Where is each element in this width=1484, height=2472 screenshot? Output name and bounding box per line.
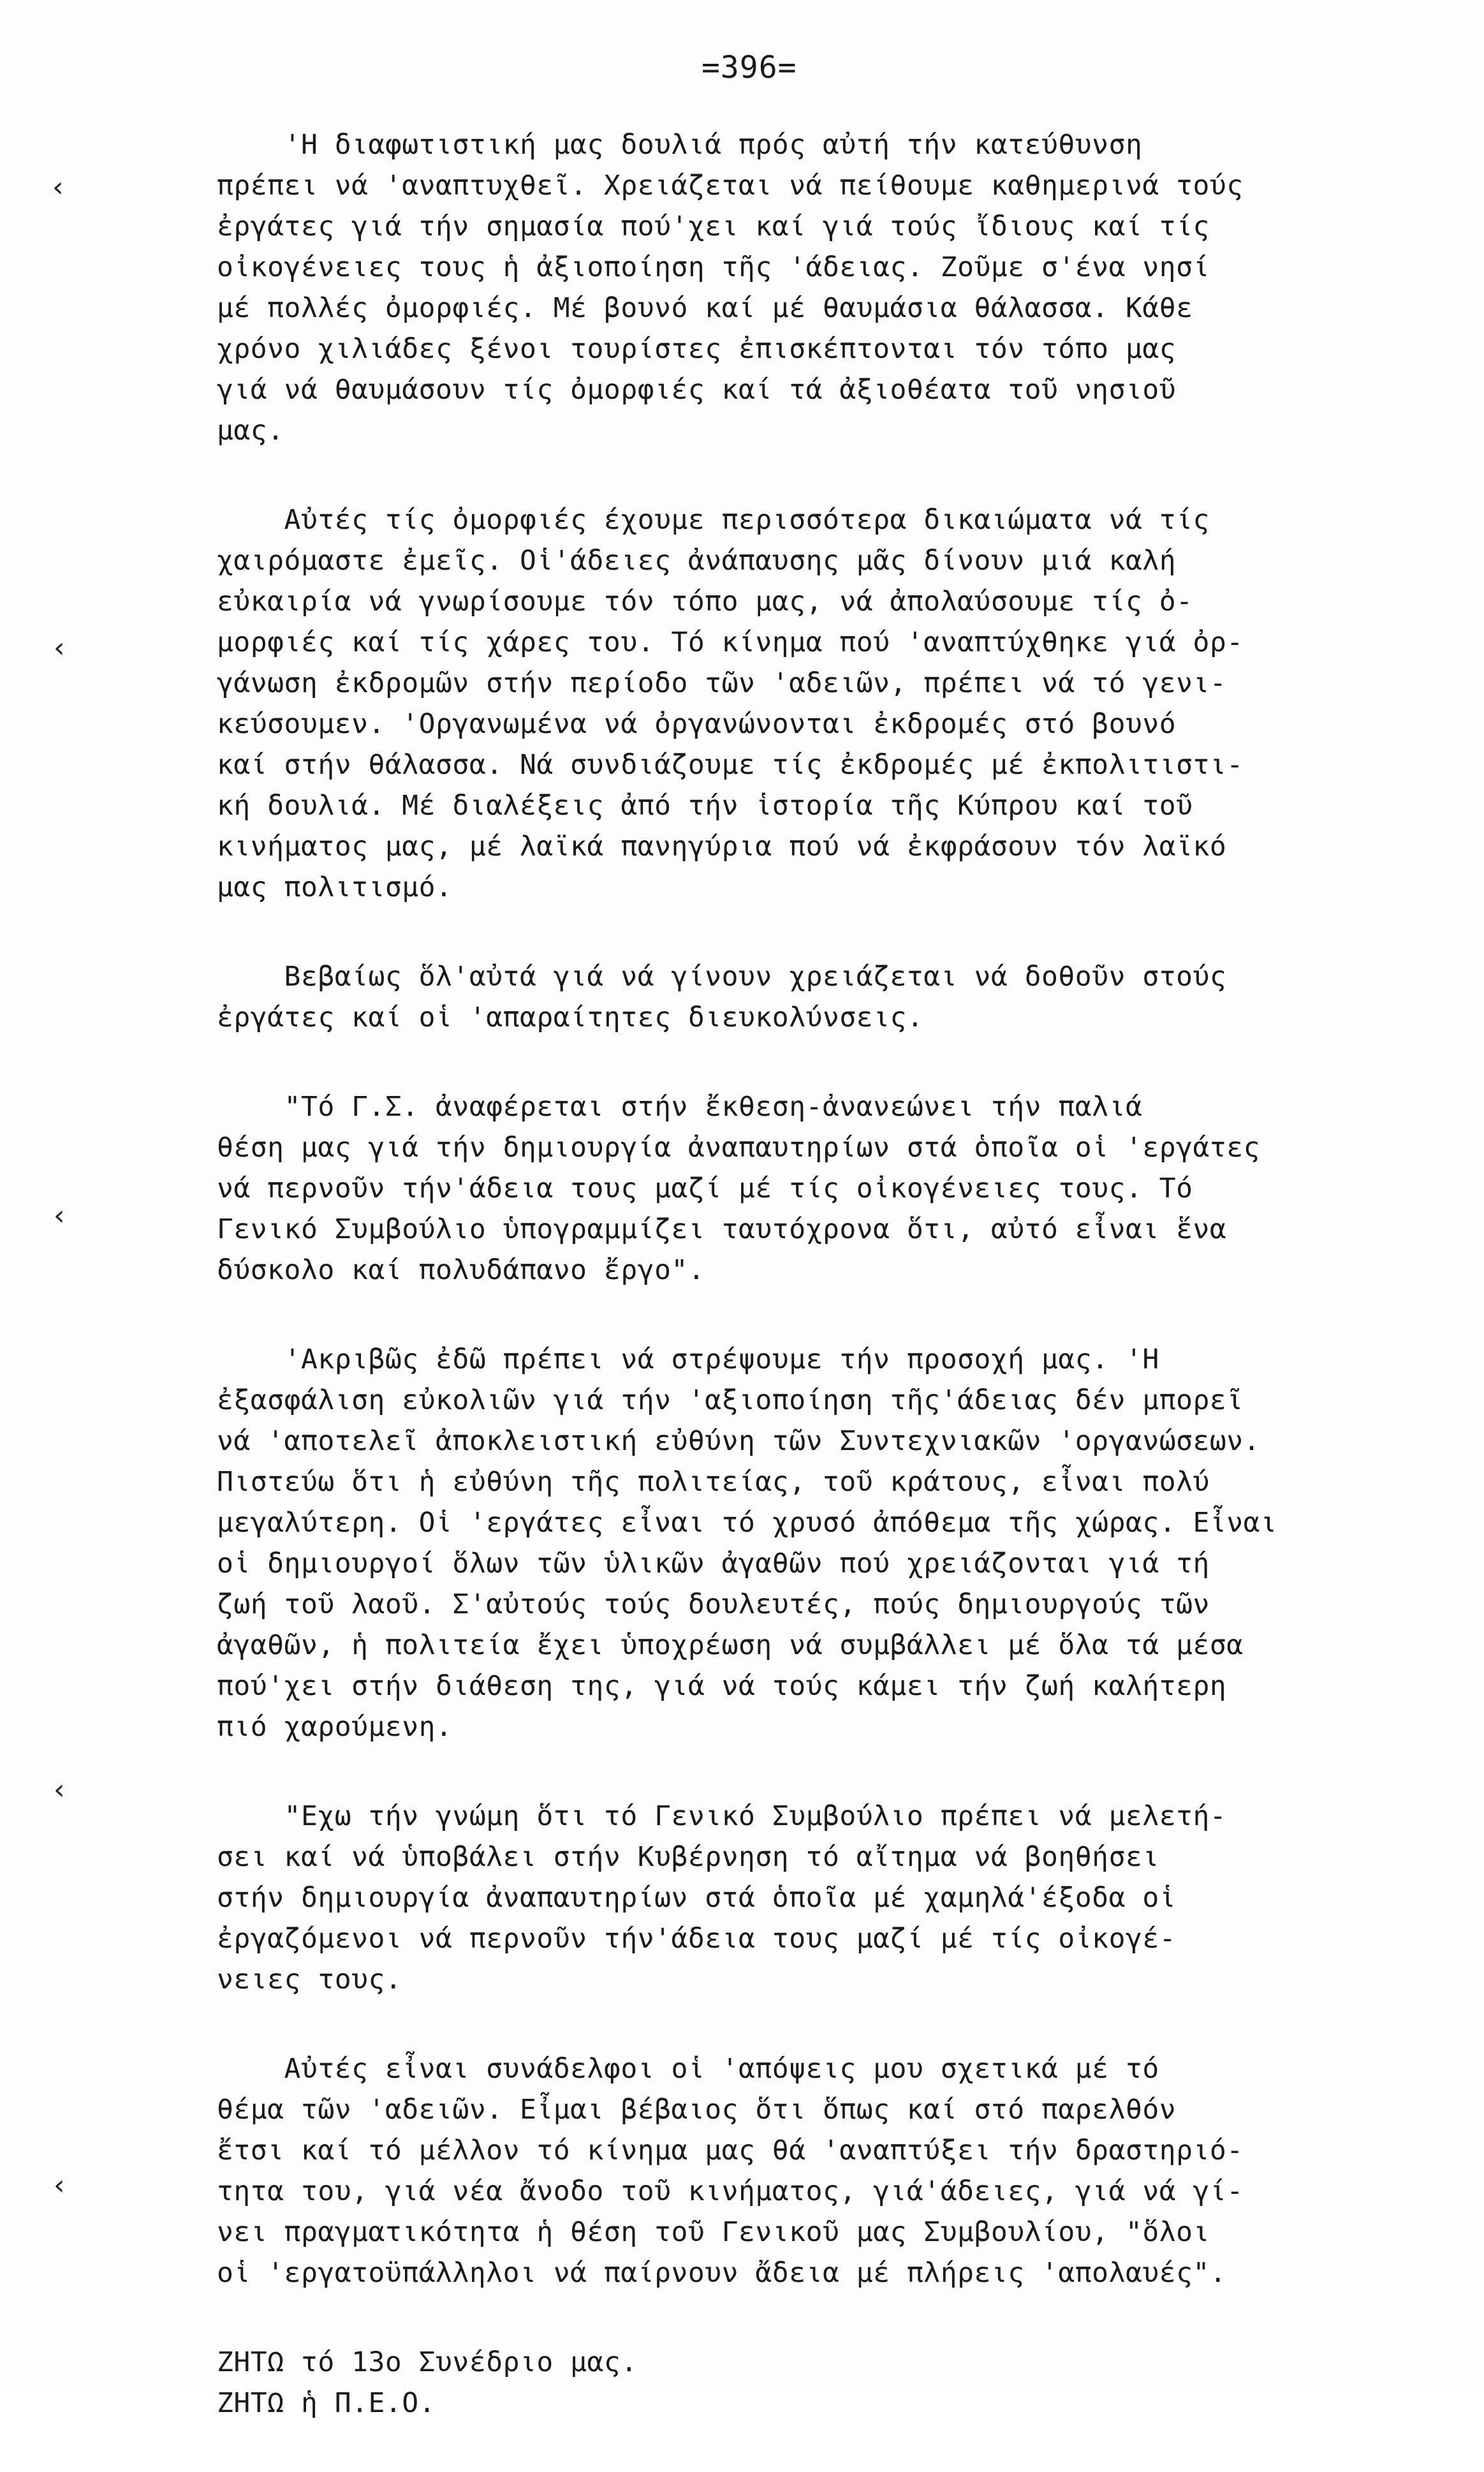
- text-line: κινήματος μας, μέ λαϊκά πανηγύρια πού νά ἐκφράσουν τόν λαϊκό: [217, 831, 1227, 862]
- paragraph: [217, 500, 1429, 908]
- text-line: ἐργάτες καί οἱ 'απαραίτητες διευκολύνσεις.: [217, 1002, 924, 1033]
- text-line: 'Η διαφωτιστική μας δουλιά πρός αὐτή τήν κατεύθυνση: [217, 129, 1143, 161]
- document-body: [217, 124, 1429, 2472]
- text-line: νά περνοῦν τήν'άδεια τους μαζί μέ τίς οἰκογένειες τους. Τό: [217, 1173, 1193, 1204]
- text-line: τητα του, γιά νέα ἄνοδο τοῦ κινήματος, γιά'άδειες, γιά νά γί-: [217, 2175, 1244, 2207]
- text-line: δύσκολο καί πολυδάπανο ἔργο".: [217, 1254, 705, 1286]
- paragraph: [217, 1086, 1429, 1291]
- text-line: Αὐτές εἶναι συνάδελφοι οἱ 'απόψεις μου σχετικά μέ τό: [217, 2053, 1159, 2085]
- margin-mark: ‹: [51, 632, 68, 664]
- text-line: ἀγαθῶν, ἡ πολιτεία ἔχει ὑποχρέωση νά συμβάλλει μέ ὅλα τά μέσα: [217, 1629, 1244, 1661]
- text-line: ἐξασφάλιση εὐκολιῶν γιά τήν 'αξιοποίηση τῆς'άδειας δέν μπορεῖ: [217, 1384, 1244, 1416]
- text-line: θέση μας γιά τήν δημιουργία ἀναπαυτηρίων στά ὁποῖα οἱ 'εργάτες: [217, 1132, 1261, 1164]
- text-line: μορφιές καί τίς χάρες του. Τό κίνημα πού 'αναπτύχθηκε γιά ὀρ-: [217, 626, 1244, 658]
- text-line: ζωή τοῦ λαοῦ. Σ'αὐτούς τούς δουλευτές, πούς δημιουργούς τῶν: [217, 1588, 1210, 1620]
- text-line: νει πραγματικότητα ἡ θέση τοῦ Γενικοῦ μας Συμβουλίου, "ὅλοι: [217, 2216, 1210, 2248]
- paragraph: [217, 1796, 1429, 2000]
- text-line: μας πολιτισμό.: [217, 871, 453, 903]
- text-line: Βεβαίως ὅλ'αὐτά γιά νά γίνουν χρειάζεται νά δοθοῦν στούς: [217, 961, 1227, 993]
- text-line: μεγαλύτερη. Οἱ 'εργάτες εἶναι τό χρυσό ἀπόθεμα τῆς χώρας. Εἶναι: [217, 1507, 1277, 1539]
- text-line: κεύσουμεν. 'Οργανωμένα νά ὀργανώνονται ἐκδρομές στό βουνό: [217, 708, 1177, 740]
- text-line: εὐκαιρία νά γνωρίσουμε τόν τόπο μας, νά ἀπολαύσουμε τίς ὀ-: [217, 586, 1193, 618]
- text-line: στήν δημιουργία ἀναπαυτηρίων στά ὁποῖα μέ χαμηλά'έξοδα οἱ: [217, 1882, 1177, 1914]
- text-line: χαιρόμαστε ἐμεῖς. Οἱ'άδειες ἀνάπαυσης μᾶς δίνουν μιά καλή: [217, 545, 1177, 577]
- text-line: σει καί νά ὑποβάλει στήν Κυβέρνηση τό αἴτημα νά βοηθήσει: [217, 1841, 1159, 1873]
- text-line: οἱ 'εργατοϋπάλληλοι νά παίρνουν ἄδεια μέ πλήρεις 'απολαυές".: [217, 2257, 1227, 2289]
- text-line: νά 'αποτελεῖ ἀποκλειστική εὐθύνη τῶν Συντεχνιακῶν 'οργανώσεων.: [217, 1425, 1261, 1457]
- text-line: ἔτσι καί τό μέλλον τό κίνημα μας θά 'αναπτύξει τήν δραστηριό-: [217, 2135, 1244, 2166]
- page-number: =396=: [702, 50, 797, 85]
- text-line: οἰκογένειες τους ἡ ἀξιοποίηση τῆς 'άδειας. Ζοῦμε σ'ένα νησί: [217, 251, 1210, 283]
- margin-mark: ‹: [50, 171, 67, 204]
- text-line: καί στήν θάλασσα. Νά συνδιάζουμε τίς ἐκδρομές μέ ἐκπολιτιστι-: [217, 749, 1244, 781]
- text-line: "Τό Γ.Σ. ἀναφέρεται στήν ἔκθεση-ἀνανεώνει τήν παλιά: [217, 1091, 1143, 1123]
- text-line: πρέπει νά 'αναπτυχθεῖ. Χρειάζεται νά πείθουμε καθημερινά τούς: [217, 170, 1244, 202]
- text-line: γάνωση ἐκδρομῶν στήν περίοδο τῶν 'αδειῶν, πρέπει νά τό γενι-: [217, 667, 1227, 699]
- text-line: πιό χαρούμενη.: [217, 1711, 453, 1743]
- margin-mark: ‹: [51, 1199, 68, 1232]
- text-line: μας.: [217, 415, 284, 447]
- closing-line: ΖΗΤΩ ἡ Π.Ε.Ο.: [217, 2387, 436, 2419]
- text-line: οἱ δημιουργοί ὅλων τῶν ὑλικῶν ἀγαθῶν πού χρειάζονται γιά τή: [217, 1548, 1210, 1580]
- paragraph: [217, 124, 1429, 451]
- text-line: ἐργαζόμενοι νά περνοῦν τήν'άδεια τους μαζί μέ τίς οἰκογέ-: [217, 1923, 1177, 1955]
- closing-slogans: [217, 2342, 1429, 2424]
- text-line: 'Ακριβῶς ἐδῶ πρέπει νά στρέψουμε τήν προσοχή μας. 'Η: [217, 1343, 1159, 1375]
- paragraph: [217, 1339, 1429, 1747]
- paragraph: [217, 956, 1429, 1038]
- text-line: πού'χει στήν διάθεση της, γιά νά τούς κάμει τήν ζωή καλήτερη: [217, 1670, 1227, 1702]
- margin-mark: ‹: [51, 1773, 68, 1806]
- text-line: ἐργάτες γιά τήν σημασία πού'χει καί γιά τούς ἴδιους καί τίς: [217, 211, 1210, 242]
- margin-mark: ‹: [51, 2169, 68, 2202]
- text-line: Γενικό Συμβούλιο ὑπογραμμίζει ταυτόχρονα ὅτι, αὐτό εἶναι ἕνα: [217, 1213, 1227, 1245]
- closing-line: ΖΗΤΩ τό 13ο Συνέδριο μας.: [217, 2346, 638, 2378]
- text-line: νειες τους.: [217, 1964, 402, 1995]
- text-line: μέ πολλές ὀμορφιές. Μέ βουνό καί μέ θαυμάσια θάλασσα. Κάθε: [217, 292, 1193, 324]
- text-line: κή δουλιά. Μέ διαλέξεις ἀπό τήν ἱστορία τῆς Κύπρου καί τοῦ: [217, 790, 1193, 822]
- text-line: "Εχω τήν γνώμη ὅτι τό Γενικό Συμβούλιο πρέπει νά μελετή-: [217, 1800, 1227, 1832]
- text-line: Αὐτές τίς ὀμορφιές έχουμε περισσότερα δικαιώματα νά τίς: [217, 504, 1210, 536]
- text-line: γιά νά θαυμάσουν τίς ὀμορφιές καί τά ἀξιοθέατα τοῦ νησιοῦ: [217, 374, 1177, 406]
- paragraph: [217, 2048, 1429, 2293]
- text-line: Πιστεύω ὅτι ἡ εὐθύνη τῆς πολιτείας, τοῦ κράτους, εἶναι πολύ: [217, 1466, 1210, 1498]
- text-line: θέμα τῶν 'αδειῶν. Εἶμαι βέβαιος ὅτι ὅπως καί στό παρελθόν: [217, 2094, 1177, 2126]
- text-line: χρόνο χιλιάδες ξένοι τουρίστες ἐπισκέπτονται τόν τόπο μας: [217, 333, 1177, 365]
